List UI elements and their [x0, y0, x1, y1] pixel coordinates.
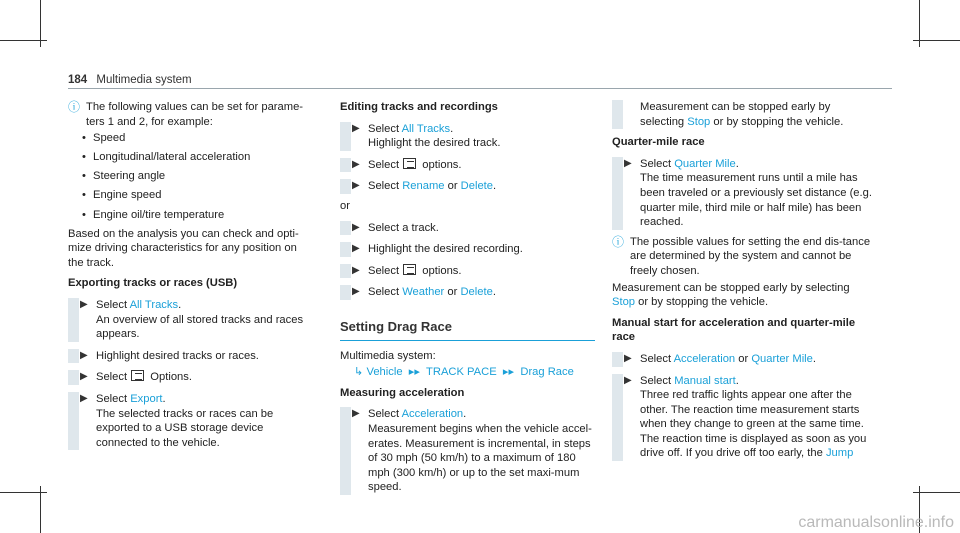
step: ▶ Select Rename or Delete. — [340, 179, 595, 194]
rename-link[interactable]: Rename — [402, 180, 445, 193]
options-menu-icon — [131, 370, 144, 381]
step: ▶ Select Options. — [68, 370, 308, 385]
arrow-icon: ▶ — [352, 286, 360, 298]
arrow-icon: ▶ — [352, 158, 360, 170]
manual-start-link[interactable]: Manual start — [674, 374, 736, 387]
watermark: carmanualsonline.info — [798, 513, 954, 531]
arrow-icon: ▶ — [352, 221, 360, 233]
weather-link[interactable]: Weather — [402, 286, 445, 299]
parameter-list — [82, 131, 308, 222]
arrow-icon: ▶ — [80, 371, 88, 383]
step: ▶ Select Acceleration. Measurement begins when the vehicle accel-erates. Measurement is incremental, in steps of 30 mph (50 km/h) to a maximum of 180 mph (300 km/h) or up to the set maxi-mum speed. — [340, 407, 595, 495]
path-chevron-icon: ▸▸ — [499, 366, 518, 379]
page-number: 184 — [68, 74, 88, 86]
system-label: Multimedia system: — [340, 349, 436, 362]
info-icon: ⓘ — [68, 100, 81, 114]
arrow-icon: ▶ — [80, 299, 88, 311]
step: ▶ Select options. — [340, 158, 595, 173]
crop-mark — [0, 492, 47, 493]
acceleration-link[interactable]: Acceleration — [401, 408, 464, 421]
export-link[interactable]: Export — [130, 393, 163, 405]
crop-mark — [0, 40, 47, 41]
arrow-icon: ▶ — [624, 352, 632, 364]
list-item: • Longitudinal/lateral acceleration — [82, 150, 308, 165]
manual-start-heading: Manual start for acceleration and quarter-mile race — [612, 316, 856, 344]
delete-link[interactable]: Delete — [460, 180, 494, 193]
all-tracks-link[interactable]: All Tracks — [129, 299, 179, 312]
page-header — [68, 73, 192, 88]
quarter-mile-link[interactable]: Quarter Mile — [751, 352, 813, 365]
acceleration-link[interactable]: Acceleration — [673, 352, 736, 365]
arrow-icon: ▶ — [80, 349, 88, 361]
export-heading: Exporting tracks or races (USB) — [68, 277, 238, 290]
page-title: Multimedia system — [96, 74, 192, 86]
path-track-pace[interactable]: TRACK PACE — [426, 366, 497, 379]
crop-mark — [913, 492, 960, 493]
arrow-icon: ▶ — [624, 374, 632, 386]
step: ▶ Select a track. — [340, 221, 595, 236]
quarter-mile-link[interactable]: Quarter Mile — [674, 157, 736, 170]
info-note: ⓘ The possible values for setting the end dis-tance are determined by the system and cannot be freely chosen. — [612, 234, 871, 277]
step: ▶ Select options. — [340, 264, 595, 279]
crop-mark — [913, 40, 960, 41]
path-arrow-icon: ↳ — [354, 366, 364, 379]
analysis-paragraph: Based on the analysis you can check and opti-mize driving characteristics for any position on the track. — [68, 227, 299, 269]
options-menu-icon — [403, 264, 416, 275]
list-item: • Steering angle — [82, 169, 308, 184]
step: ▶ Select Export. The selected tracks or races can be exported to a USB storage device connected to the vehicle. — [68, 392, 308, 450]
stop-paragraph: Measurement can be stopped early by selecting Stop or by stopping the vehicle. — [612, 281, 850, 309]
column-2 — [340, 100, 595, 500]
arrow-icon: ▶ — [624, 157, 632, 169]
all-tracks-link[interactable]: All Tracks — [401, 122, 451, 135]
arrow-icon: ▶ — [352, 243, 360, 255]
jump-link[interactable]: Jump — [825, 447, 854, 460]
step: ▶ Select Weather or Delete. — [340, 285, 595, 300]
arrow-icon: ▶ — [352, 180, 360, 192]
path-drag-race[interactable]: Drag Race — [520, 366, 574, 379]
step: ▶ Select All Tracks. Highlight the desired track. — [340, 122, 595, 151]
column-1 — [68, 100, 308, 455]
step: ▶ Select Quarter Mile. The time measurement runs until a mile has been traveled or a previously set distance (e.g. quarter mile, third mile or half mile) has been reached. — [612, 157, 872, 230]
list-item: • Engine oil/tire temperature — [82, 208, 308, 223]
arrow-icon: ▶ — [352, 408, 360, 420]
path-vehicle[interactable]: Vehicle — [366, 366, 403, 379]
delete-link[interactable]: Delete — [460, 286, 493, 299]
step: ▶ Select Acceleration or Quarter Mile. — [612, 352, 872, 367]
column-3 — [612, 100, 872, 466]
path-chevron-icon: ▸▸ — [405, 366, 424, 379]
info-icon: ⓘ — [612, 234, 625, 249]
arrow-icon: ▶ — [352, 122, 360, 134]
step: ▶ Select Manual start. Three red traffic lights appear one after the other. The reaction time measurement starts when they change to green at the same time. The reaction time is displayed as soon as you drive off. If you drive off too early, the Jump — [612, 374, 872, 462]
info-note: ⓘ The following values can be set for parame-ters 1 and 2, for example: — [68, 100, 304, 128]
menu-path — [340, 365, 595, 380]
or-text: or — [340, 199, 350, 212]
options-menu-icon — [403, 158, 416, 169]
list-item: • Engine speed — [82, 188, 308, 203]
measuring-heading: Measuring acceleration — [340, 386, 465, 399]
section-title: Setting Drag Race — [340, 320, 595, 341]
step-continued: Measurement can be stopped early by selecting Stop or by stopping the vehicle. — [612, 100, 872, 129]
stop-link[interactable]: Stop — [612, 296, 636, 309]
step: ▶ Highlight the desired recording. — [340, 242, 595, 257]
quarter-mile-heading: Quarter-mile race — [612, 136, 705, 149]
editing-heading: Editing tracks and recordings — [340, 101, 498, 113]
step: ▶ Select All Tracks. An overview of all stored tracks and races appears. — [68, 298, 308, 342]
stop-link[interactable]: Stop — [687, 115, 711, 128]
header-rule — [68, 88, 892, 89]
arrow-icon: ▶ — [80, 393, 88, 404]
arrow-icon: ▶ — [352, 264, 360, 276]
step: ▶ Highlight desired tracks or races. — [68, 349, 308, 364]
list-item: • Speed — [82, 131, 308, 146]
